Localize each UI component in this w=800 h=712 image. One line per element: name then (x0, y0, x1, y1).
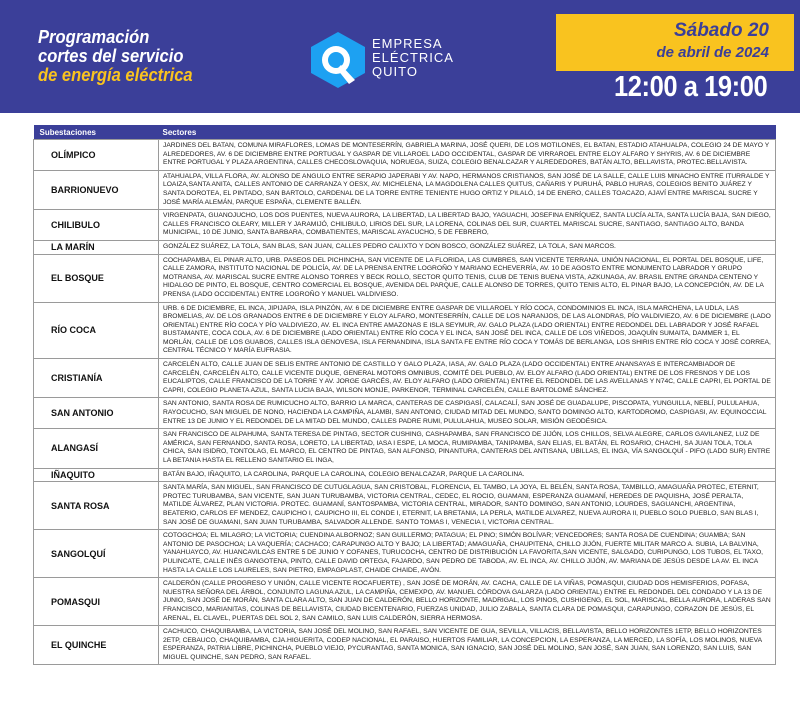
table-row (34, 578, 776, 626)
table-row (34, 170, 776, 209)
outage-table-container (33, 125, 776, 665)
sectors-list: COTOGCHOA; EL MILAGRO; LA VICTORIA; CUENDINA ALBORNOZ; SAN GUILLERMO; PATAGUA; EL PINO; SIMÓN BOLÍVAR; VENCEDORES; SANTA ROSA DE CUENDINA; GUAMBA; SAN ANTONIO DE PASOCHOA; LA VAQUERÍA; CACHACO; CARAPUNGO ALTO Y BAJO; LA LIBERTAD; AMAGUAÑA, CHAUPITENA, CHILLO JIJÓN, FUERTE MILITAR MARCO A. SUBIA, LA BALVINA, YANAHUAYCO, AV. HUANCAVILCAS ENTRE 5 DE JUNIO Y COFANES, TURUCOCHA, CENTRO DE DISTRIBUCIÓN LA FAVORITA,SAN VICENTE, SALGADO, CURIPUNGO, LOS TUBOS, EL TAXO, PULINCATE, CALLE INÉS GANGOTENA, PINTO, CALLE DAVID ORTEGA, FAJARDO, SAN PEDRO DE TABODA, AV. EL INCA, AV. CHILLO JIJÓN, AV. MARIANA DE JESÚS DESDE LA AV. EL INCA HASTA LA CALLE LOS LAURELES, SAN PIETRO, EMPAGPLAST, CHAIDE CHAIDE, AVÓN. (159, 530, 776, 578)
table-row (34, 140, 776, 171)
substation-name: SANTA ROSA (34, 482, 159, 530)
title-line-2: cortes del servicio (38, 46, 184, 66)
outage-table (33, 125, 776, 665)
date-day: Sábado 20 (673, 20, 769, 41)
sectors-list: GONZÁLEZ SUÁREZ, LA TOLA, SAN BLAS, SAN JUAN, CALLES PEDRO CALIXTO Y DON BOSCO, GONZÁLEZ SUÁREZ, LA TOLA, SAN MARCOS. (159, 240, 776, 254)
title-line-1: Programación (38, 27, 150, 47)
date-panel (556, 14, 794, 71)
substation-name: LA MARÍN (34, 240, 159, 254)
table-row (34, 240, 776, 254)
substation-name: RÍO COCA (34, 302, 159, 359)
sectors-list: BATÁN BAJO, IÑAQUITO, LA CAROLINA, PARQUE LA CAROLINA, COLEGIO BENALCAZAR, PARQUE LA CAROLINA. (159, 468, 776, 482)
sectors-list: CARCELÉN ALTO, CALLE JUAN DE SELIS ENTRE ANTONIO DE CASTILLO Y GALO PLAZA, IASA, AV. GALO PLAZA (LADO OCCIDENTAL) ENTRE ANANSAYAS E INTERCAMBIADOR DE CARCELÉN, CARCELÉN ALTO, CALLE VICENTE DUQUE, GENERAL MOTORS OMNIBUS, COMITÉ DEL PUEBLO, AV. ELOY ALFARO (LADO ORIENTAL) ENTRE DE LOS FRESNOS Y DE LOS EUCALIPTOS, CALLE FRANCISCO DE LA TORRE Y AV. JORGE GARCÉS, AV. ELOY ALFARO (LADO ORIENTAL) ENTRE EL REDONDEL DE LAS AVELLANAS Y N74C, CALLE CAPRI, EL PORTAL DE CAPRI, COLEGIO PLANETA AZUL, SANTA LUCIA BAJA, WILSON MONJE, PARKENOR, TERMINAL CARCELÉN, CALLE BARTOLOMÉ SÁNCHEZ. (159, 359, 776, 398)
table-row (34, 302, 776, 359)
substation-name: ALANGASÍ (34, 429, 159, 468)
page-header (0, 0, 800, 113)
table-body (34, 140, 776, 665)
substation-name: OLÍMPICO (34, 140, 159, 171)
sectors-list: SANTA MARÍA, SAN MIGUEL, SAN FRANCISCO DE CUTUGLAGUA, SAN CRISTOBAL, FLORENCIA, EL TAMBO, LA JOYA, EL BELÉN, SANTA ROSA, TAMBILLO, AMAGUAÑA PROTEC, ETERNIT, PROTEC TURUBAMBA, SAN VICENTE, SAN JUAN TURUBAMBA, VICTORIA CENTRAL, CEDEC, EL ROCIO, GUAMANI, ESPERANZA GUAMANÍ, HEREDES DE PAQUISHA, JOSÉ PERALTA, MATILDE ÁLVAREZ, PLAN VICTORIA. PROTEC. GUAMANÍ, SANTOSPAMBA, VICTORIA CENTRAL, MIRADOR, SANTO DOMINGO, SAN ANTONIO, LOURDES, SAGUANCHI, ARGENTINA, BEATERIO, CARLOS EF MENDEZ, CAUPICHO I, CAUPICHO III, EL CONDE I, ETERNIT, LA BRETANIA, LA PERLA, MATILDE ALVAREZ, NUEVA AURORA II, PUEBLO SOLO PUEBLO, SAN BLAS I, SAN JOSÉ DE GUAMANI, SAN JUAN TURUBAMBA, SALVADOR ALLENDE. SANTO TOMAS I, VENECIA I, VICTORIA CENTRAL. (159, 482, 776, 530)
sectors-list: URB. 6 DE DICIEMBRE, EL INCA, JIPIJAPA, ISLA PINZÓN, AV. 6 DE DICIEMBRE ENTRE GASPAR DE VILLAROEL Y RÍO COCA, CONDOMINIOS EL INCA, ISLA MARCHENA, LA UDLA, LAS BROMELIAS, AV. DE LOS GRANADOS ENTRE 6 DE DICIEMBRE Y ELOY ALFARO, MONTESERRÍN, CALLE DE LOS NARANJOS, DE LAS ALONDRAS, PÍO VALDIVIEZO, AV. 6 DE DICIEMBRE (LADO ORIENTAL) ENTRE RÍO COCA Y PÍO VALDIVIEZO, AV. EL INCA ENTRE AMAZONAS E ISLA SEYMUR, AV. GALO PLAZA (LADO ORIENTAL) ENTRE REDONDEL DEL LABRADOR Y JOSÉ RAFAEL BUSTAMANTE, COCA COLA, AV. 6 DE DICIEMBRE (LADO ORIENTAL) ENTRE RÍO COCA Y EL INCA, SAN JOSÉ DEL INCA, CALLE DE LOS VIÑEDOS, JOAQUÍN SUMAITA, DAMMER 1, EL MORLÁN, CALLE DE LOS GUABOS, CALLES ISLA GENOVESA, ISLA FERNANDINA, ISLA SANTA FE ENTRE RÍO COCA Y TOMÁS DE BERLANGA, LOS SHIRIS ENTRE RÍO COCA Y JOSÉ CORREA, CENTRAL TÉCNICO Y MARÍA EUFRASIA. (159, 302, 776, 359)
sectors-list: COCHAPAMBA, EL PINAR ALTO, URB. PASEOS DEL PICHINCHA, SAN VICENTE DE LA FLORIDA, LAS CUMBRES, SAN VICENTE TERRANA. UNIÓN NACIONAL, EL PORTAL DEL BOSQUE, LIFE, CALLE ZAMORA, INSTITUTO NACIONAL DE POLICÍA, AV. DE LA PRENSA ENTRE LOGROÑO Y MARIANO ECHEVERRÍA, AV. 10 DE AGOSTO ENTRE MONUMENTO LABRADOR Y GRUPO MOTRANSA, AV. MARISCAL SUCRE ENTRE ALONSO TORRES Y BECK ROLLO, SECTOR QUITO TENIS, CLUB DE TENIS BUENA VISTA, AZKUNAGA, AV. BRASIL ENTRE GRANDA CENTENO Y HIDALGO DE PINTO, EL BOSQUE, CENTRO COMERCIAL EL BOSQUE, AVENIDA DEL PARQUE, CALLE ALONSO DE TORRES, QUITO TENIS ALTO, EL PINAR BAJO, LA CONCEPCIÓN, AV. DE LA PRENSA (LADO OCCIDENTAL) ENTRE LOGROÑO Y MANUEL VALDIVIESO. (159, 254, 776, 302)
table-row (34, 429, 776, 468)
substation-name: EL QUINCHE (34, 626, 159, 665)
substation-name: CHILIBULO (34, 210, 159, 241)
sectors-list: ATAHUALPA, VILLA FLORA, AV. ALONSO DE ANGULO ENTRE SERAPIO JAPERABI Y AV. NAPO, HERMANOS CRISTIANOS, SAN JOSÉ DE LA SALLE, CALLE LUIS MINACHO ENTRE ITURRALDE Y LOAIZA,SANTA ANITA, CALLES ANTONIO DE CARRANZA Y OESX, AV. MICHELENA, LA MAGDOLENA CALLES QUITUS, CAÑARIS Y PURUHÁ, PABLO HURAS, COLEGIOS BENITO JUÁREZ Y SANTA DOROTEA, EL PINTADO, SAN BARTOLO, CARDENAL DE LA TORRE ENTRE TENIENTE HUGO ORTIZ Y PILALÓ, 14 DE ENERO, CALLES TOACAZO, AJAVÍ ENTRE MARISCAL SUCRE Y JOSÉ MARÍA ALEMÁN, PARQUE ESPAÑA, CLEMENTE BALLÉN. (159, 170, 776, 209)
sectors-list: SAN ANTONIO, SANTA ROSA DE RUMICUCHO ALTO, BARRIO LA MARCA, CANTERAS DE CASPIGASÍ, CALACALÍ, SAN JOSÉ DE GUADALUPE, PISCOPATA, YUNGUILLA, NEBLÍ, PULULAHUA, RAYOCUCHO, SAN MIGUEL DE NONO, HACIENDA LA CAMPIÑA, ALAMBI, SAN ANTONIO, CIUDAD MITAD DEL MUNDO, SANTO DOMINGO ALTO, KARTODROMO, CASPIGASI, AV. EQUINOCCIAL ENTRE 13 DE JUNIO Y EL REDONDEL DE LA MITAD DEL MUNDO, CALLES PADRE RUMI, PULULAHUA, MUSEO SOLAR, MISIÓN GEODÉSICA. (159, 398, 776, 429)
table-header-row (34, 125, 776, 140)
company-name (372, 37, 454, 79)
table-row (34, 530, 776, 578)
substation-name: BARRIONUEVO (34, 170, 159, 209)
company-line-1: EMPRESA (372, 36, 443, 51)
substation-name: EL BOSQUE (34, 254, 159, 302)
table-row (34, 398, 776, 429)
table-row (34, 626, 776, 665)
table-row (34, 468, 776, 482)
substation-name: SAN ANTONIO (34, 398, 159, 429)
company-line-3: QUITO (372, 64, 418, 79)
column-header-sectors: Sectores (159, 125, 776, 140)
sectors-list: VIRGENPATA, GUANOJUCHO, LOS DOS PUENTES, NUEVA AURORA, LA LIBERTAD, LA LIBERTAD BAJO, YAGUACHI, JOSEFINA ENRÍQUEZ, SANTA LUCÍA ALTA, SANTA LUCÍA BAJA, SAN DIEGO, CALLES FRANCISCO OLEARY, MILLER Y JARAMIJÓ, CHILIBULO, LIRIOS DEL SUR, LA LORENA, COLINAS DEL SUR, CUARTEL MARISCAL SUCRE, SANTIAGO, SANTIAGO ALTO, BANDA MUNICIPAL, 10 DE JUNIO, SANTA BARBARA, COMBATIENTES, MARISCAL AYACUCHO, 5 DE FEBRERO, (159, 210, 776, 241)
substation-name: IÑAQUITO (34, 468, 159, 482)
table-row (34, 482, 776, 530)
sectors-list: SAN FRANCISCO DE ALPAHUMA, SANTA TERESA DE PINTAG, SECTOR CUSHING, CASHAPAMBA, SAN FRANCISCO DE JIJÓN, LOS CHILLOS, SELVA ALEGRE, CARLOS GAVILANEZ, LUZ DE AMÉRICA, SAN FERNANDO, SANTA ROSA, LORETO, LA LIBERTAD, IASA I ESPE, LA MOCA, RUMIPAMBA, TANIPAMBA, SAN ELIAS, EL BATÁN, EL ROSARIO, CHACHI, SA JUAN TOLA, TOLA CHICA, SAN ISIDRO, TONTOLAG, EL MARCO, EL CENTRO DE PINTAG, SAN ALFONSO, PINANTURA, CANTERAS DEL ANTISANA, UBILLAS, EL INGA, VÍA SANGOLQUÍ - PIFO (LADO SUR) ENTRE LA BETANIA HASTA EL RELLENO SANITARIO EL INGA, (159, 429, 776, 468)
sectors-list: JARDINES DEL BATAN, COMUNA MIRAFLORES, LOMAS DE MONTESERRÍN, GABRIELA MARINA, JOSÉ QUERI, DE LOS MOTILONES, EL BATAN, ESTADIO ATAHUALPA, COLEGIO 24 DE MAYO Y ALREDEDORES, AV. 6 DE DICIEMBRE ENTRE PORTUGAL Y GASPAR DE VILLAROEL LADO OCCIDENTAL, GASPAR DE VIRRAROEL ENTRE ELOY ALFARO Y SHYRIS, AV. 6 DE DICIEMBRE ENTRE PORTUGAL Y PLAZA ARGENTINA, CALLES CHECOSLOVAQUIA, NORUEGA, SUIZA, COLEGIO BENALCAZAR Y ALREDEDORES, BATÁN ALTO, BELLAVISTA, PROTEC.BELLAVISTA. (159, 140, 776, 171)
table-row (34, 210, 776, 241)
sectors-list: CACHUCO, CHAQUIBAMBA, LA VICTORIA, SAN JOSÉ DEL MOLINO, SAN RAFAEL, SAN VICENTE DE GUA, SEVILLA, VILLACIS, BELLAVISTA, BELLO HORIZONTES 1ETP, BELLO HORIZONTES 2ETP, CEBAUCO, CHAQUIBAMBA, CJA.HIGUERITA, CODEP NACIONAL, EL PARAISO, HUERTOS FAMILIAR, LA CONCEPCION, LA ESPERANZA, LA MERCED, LA SOFÍA, LOS MOLINOS, NUEVA ESPERANZA, PATRIA LIBRE, PICHINCHA, PUEBLO VIEJO, PYCURANTAG, SANTA MONICA, SAN IGNACIO, SAN JOSÉ DEL MOLINO, SAN JOSÉ, SAN JUAN, SAN LORENZO, SAN LUIS, SAN MIGUEL QUINCHE, SAN PEDRO, SAN RAFAEL. (159, 626, 776, 665)
company-logo-icon (303, 30, 373, 90)
table-row (34, 254, 776, 302)
substation-name: SANGOLQUÍ (34, 530, 159, 578)
sectors-list: CALDERÓN (CALLE PROGRESO Y UNIÓN, CALLE VICENTE ROCAFUERTE) , SAN JOSÉ DE MORÁN, AV. CACHA, CALLE DE LA VIÑAS, POMASQUI, CIUDAD DOS HEMISFERIOS, POFASA, NUESTRA SEÑORA DEL ÁRBOL, CONJUNTO LAGUNA AZUL, LA CAMPIÑA, CEMEXPO, AV. MANUEL CÓRDOVA GALARZA (LADO ORIENTAL) ENTRE EL REDONDEL DEL CONDADO Y LA 13 DE JUNIO, SAN JOSÉ DE MORÁN, SANTA CLARA ALTO, SAN JUAN DE CALDERÓN, BELLO HORIZONTE, MADRIGAL, LOS PINOS, CUSHIGENG, EL SOL, MARISCAL, BELLA AURORA, LADERAS SAN FRANCISCO, MARIANITAS, COLINAS DE BELLAVISTA, CIUDAD BICENTENARIO, FUERZAS UNIDAD, JULIO ZABALA, SANTA CLARA DE POMASQUI, CARAPUNGO, CORAZON DE JESÚS, EL ARENAL, EL CLAVEL, PUERTAS DEL SOL 2, SAN CAMILO, SAN LUIS CALDERÓN, SIERRA HERMOSA. (159, 578, 776, 626)
title-line-3: de energía eléctrica (38, 65, 193, 85)
company-line-2: ELÉCTRICA (372, 50, 454, 65)
column-header-substation: Subestaciones (34, 125, 159, 140)
table-row (34, 359, 776, 398)
substation-name: CRISTIANÍA (34, 359, 159, 398)
substation-name: POMASQUI (34, 578, 159, 626)
date-month-year: de abril de 2024 (656, 44, 769, 61)
announcement-title (38, 28, 206, 85)
time-range: 12:00 a 19:00 (614, 71, 768, 103)
